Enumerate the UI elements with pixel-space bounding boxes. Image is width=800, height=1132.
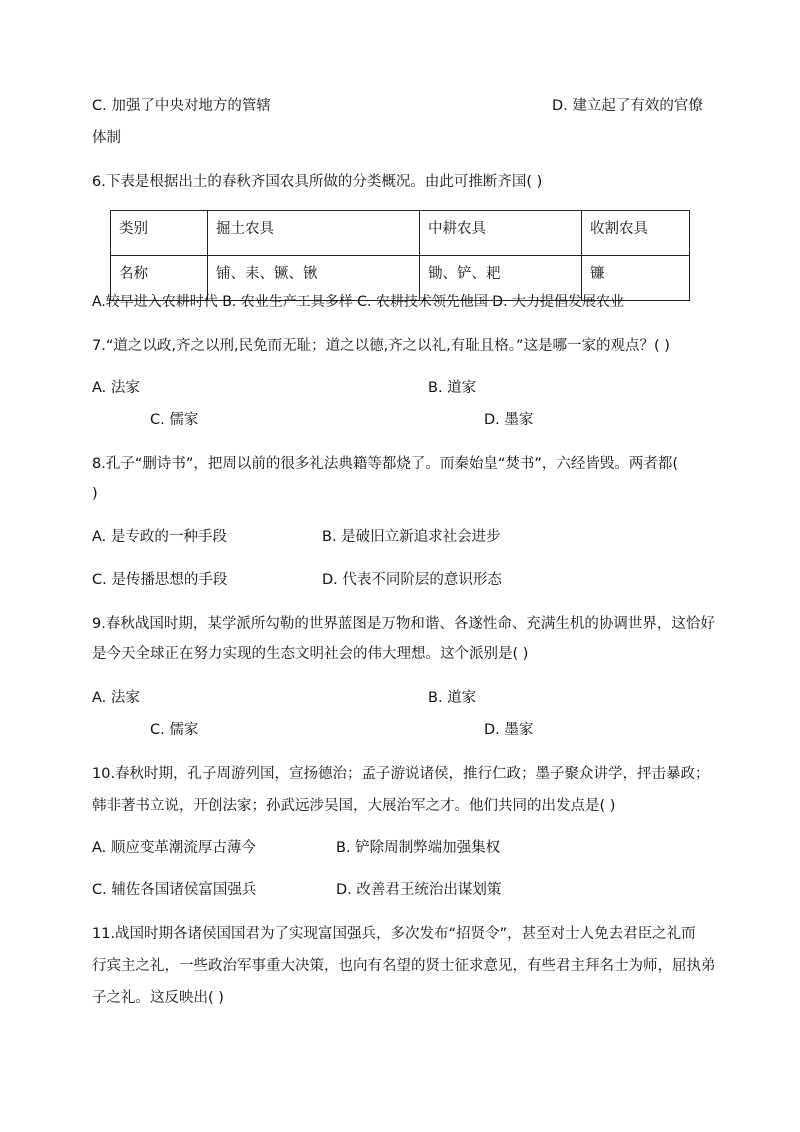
q8-option-c: C. 是传播思想的手段 — [92, 572, 228, 588]
q10-stem-cont: 韩非著书立说，开创法家；孙武远涉吴国，大展治军之才。他们共同的出发点是( ) — [92, 798, 616, 814]
q9-option-a: A. 法家 — [92, 690, 140, 706]
q9-stem: 9.春秋战国时期，某学派所勾勒的世界蓝图是万物和谐、各遂性命、充满生机的协调世界，这恰好 — [92, 616, 715, 632]
q5-option-c: C. 加强了中央对地方的管辖 — [92, 98, 271, 114]
q11-stem-cont-1: 行宾主之礼，一些政治军事重大决策，也向有名望的贤士征求意见，有些君主拜名士为师，屈执弟 — [92, 958, 716, 974]
table-cell: 锄、铲、耙 — [420, 256, 582, 301]
q10-option-b: B. 铲除周制弊端加强集权 — [336, 840, 501, 856]
q7-option-d: D. 墨家 — [484, 412, 534, 428]
table-cell: 铺、耒、镢、锹 — [208, 256, 420, 301]
table-cell: 中耕农具 — [420, 211, 582, 256]
q11-stem: 11.战国时期各诸侯国国君为了实现富国强兵，多次发布“招贤令”，甚至对士人免去君臣之礼而 — [92, 926, 696, 942]
q7-option-b: B. 道家 — [428, 380, 477, 396]
q10-option-d: D. 改善君王统治出谋划策 — [336, 882, 502, 898]
q6-table — [110, 210, 690, 301]
q8-stem: 8.孔子“删诗书”，把周以前的很多礼法典籍等都烧了。而秦始皇“焚书”，六经皆毁。两者都( — [92, 456, 679, 472]
q9-option-b: B. 道家 — [428, 690, 477, 706]
q10-stem: 10.春秋时期，孔子周游列国，宣扬德治；孟子游说诸侯，推行仁政；墨子聚众讲学，抨击暴政； — [92, 766, 710, 782]
q8-stem-cont: ) — [92, 486, 98, 502]
table-cell: 镰 — [582, 256, 690, 301]
table-cell: 名称 — [111, 256, 208, 301]
q9-option-d: D. 墨家 — [484, 722, 534, 738]
q5-option-d-cont: 体制 — [92, 130, 121, 146]
table-cell: 类别 — [111, 211, 208, 256]
table-row — [111, 211, 690, 256]
q9-stem-cont: 是今天全球正在努力实现的生态文明社会的伟大理想。这个派别是( ) — [92, 646, 529, 662]
table-cell: 收割农具 — [582, 211, 690, 256]
q6-options: A.较早进入农耕时代 B. 农业生产工具多样 C. 农耕技术领先他国 D. 大力提倡发展农业 — [92, 294, 624, 310]
q7-stem: 7.“道之以政,齐之以刑,民免而无耻；道之以德,齐之以礼,有耻且格。”这是哪一家的观点？( ) — [92, 338, 670, 354]
q10-option-a: A. 顺应变革潮流厚古薄今 — [92, 840, 256, 856]
q7-option-c: C. 儒家 — [150, 412, 199, 428]
q8-option-a: A. 是专政的一种手段 — [92, 529, 227, 545]
q11-stem-cont-2: 子之礼。这反映出( ) — [92, 990, 224, 1006]
q5-option-d: D. 建立起了有效的官僚 — [552, 98, 703, 114]
table-cell: 掘土农具 — [208, 211, 420, 256]
q7-option-a: A. 法家 — [92, 380, 140, 396]
q8-option-d: D. 代表不同阶层的意识形态 — [322, 572, 502, 588]
q10-option-c: C. 辅佐各国诸侯富国强兵 — [92, 882, 257, 898]
q9-option-c: C. 儒家 — [150, 722, 199, 738]
q6-stem: 6.下表是根据出土的春秋齐国农具所做的分类概况。由此可推断齐国( ) — [92, 174, 543, 190]
q8-option-b: B. 是破旧立新追求社会进步 — [322, 529, 501, 545]
